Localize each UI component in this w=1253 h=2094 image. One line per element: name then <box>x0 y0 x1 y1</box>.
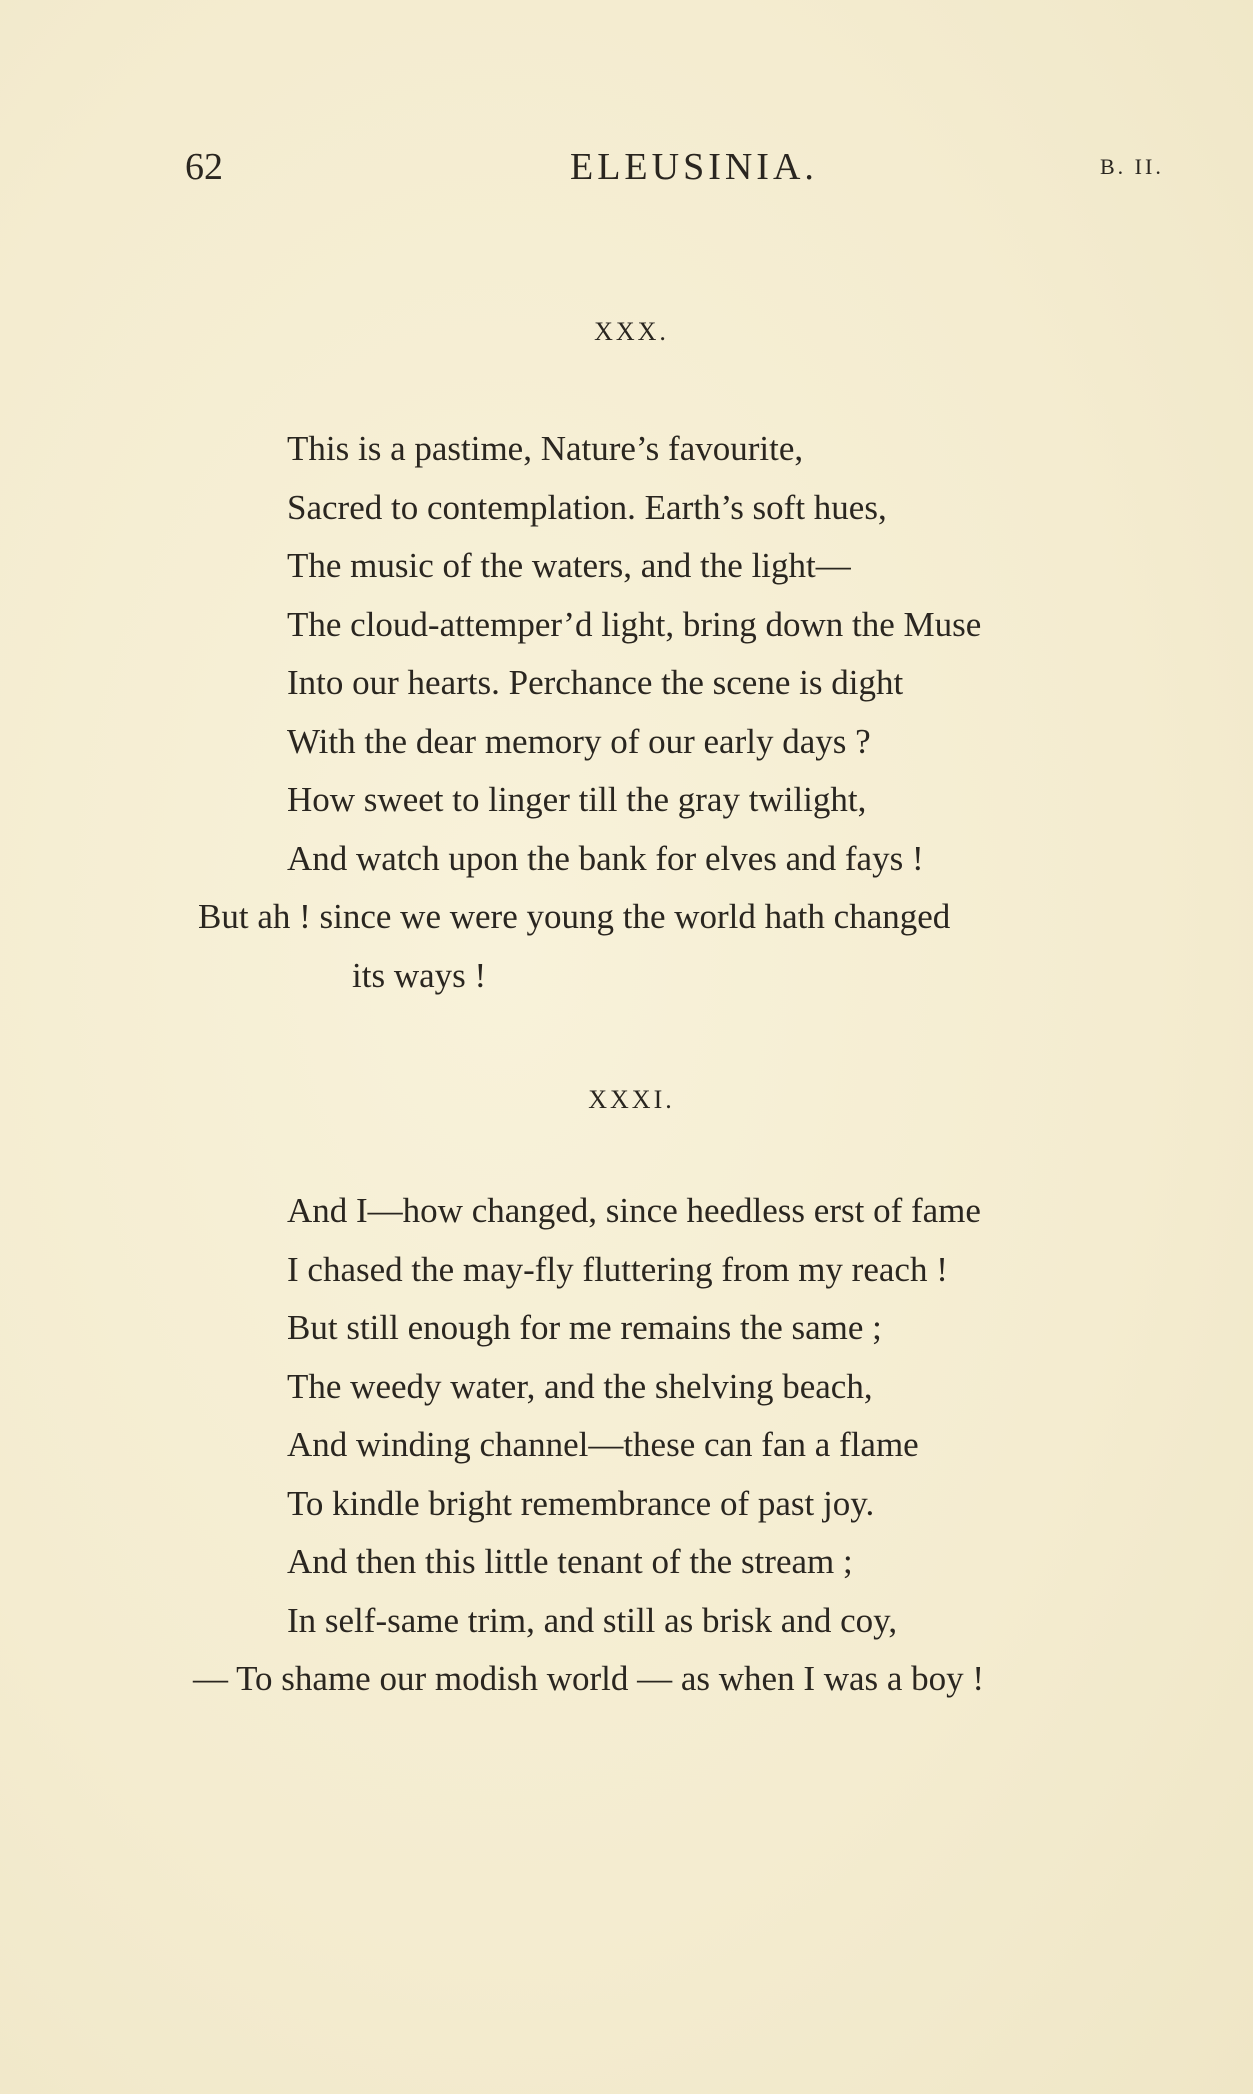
verse-line: Into our hearts. Perchance the scene is dight <box>287 663 904 702</box>
verse-line: The cloud-attemper’d light, bring down the Muse <box>287 604 982 644</box>
running-title: ELEUSINIA. <box>570 146 818 188</box>
verse-line: I chased the may-fly fluttering from my reach ! <box>287 1249 948 1289</box>
book-reference: B. II. <box>1100 154 1164 179</box>
page-header <box>0 142 1253 192</box>
stanza-numeral: XXX. <box>594 317 669 346</box>
stanza-xxxi <box>0 1182 1253 1709</box>
verse-line-alexandrine: — To shame our modish world — as when I was a boy ! <box>193 1659 985 1698</box>
verse-line: This is a pastime, Nature’s favourite, <box>287 429 804 468</box>
verse-line-continuation: its ways ! <box>352 955 487 995</box>
page-number: 62 <box>185 146 223 188</box>
verse-line: Sacred to contemplation. Earth’s soft hues, <box>287 487 887 527</box>
verse-line: The weedy water, and the shelving beach, <box>287 1366 873 1406</box>
stanza-numeral: XXXI. <box>588 1085 675 1114</box>
verse-line: To kindle bright remembrance of past joy. <box>287 1483 875 1523</box>
verse-line: How sweet to linger till the gray twilight, <box>287 780 867 819</box>
verse-line: And winding channel—these can fan a flame <box>287 1425 919 1464</box>
verse-line: With the dear memory of our early days ? <box>287 721 871 761</box>
verse-line: But still enough for me remains the same ; <box>287 1308 882 1347</box>
verse-line: And I—how changed, since heedless erst of fame <box>287 1191 981 1230</box>
verse-line: The music of the waters, and the light— <box>287 546 851 585</box>
verse-line: In self-same trim, and still as brisk and coy, <box>287 1600 898 1640</box>
verse-line: And watch upon the bank for elves and fays ! <box>287 838 924 878</box>
verse-line: And then this little tenant of the stream ; <box>287 1542 853 1581</box>
stanza-xxx <box>0 420 1253 1005</box>
verse-line-alexandrine: But ah ! since we were young the world hath changed <box>198 897 951 936</box>
